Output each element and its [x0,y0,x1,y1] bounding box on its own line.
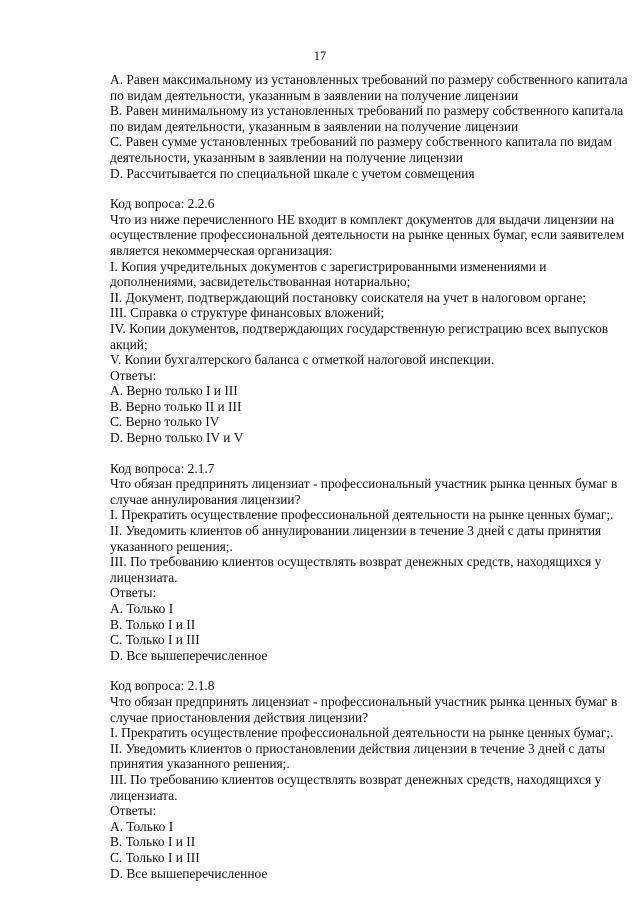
text-line: I. Прекратить осуществление профессиональной деятельности на рынке ценных бумаг;. [110,507,614,523]
text-line: Что обязан предпринять лицензиат - профессиональный участник рынка ценных бумаг в [110,476,618,492]
text-line: A. Только I [110,818,174,834]
text-line: лицензиата. [110,569,178,585]
text-line: Что из ниже перечисленного НЕ входит в комплект документов для выдачи лицензии на [110,211,614,227]
text-line: B. Только I и II [110,616,196,632]
text-line: по видам деятельности, указанным в заявлении на получение лицензии [110,87,519,103]
text-line: Код вопроса: 2.1.8 [110,678,215,694]
text-line: D. Верно только IV и V [110,430,244,446]
text-line: D. Все вышеперечисленное [110,647,268,663]
text-line: по видам деятельности, указанным в заявлении на получение лицензии [110,118,519,134]
text-line: дополнениями, засвидетельствованная нотариально; [110,274,411,290]
text-line: C. Верно только IV [110,414,220,430]
text-line: Что обязан предпринять лицензиат - профессиональный участник рынка ценных бумаг в [110,693,618,709]
text-line: IV. Копии документов, подтверждающих государственную регистрацию всех выпусков [110,320,609,336]
text-line: C. Равен сумме установленных требований по размеру собственного капитала по видам [110,134,612,150]
text-line: III. Справка о структуре финансовых вложений; [110,305,385,321]
text-line: III. По требованию клиентов осуществлять возврат денежных средств, находящихся у [110,771,602,787]
text-line: B. Верно только II и III [110,398,242,414]
text-line: D. Рассчитывается по специальной шкале с учетом совмещения [110,165,475,181]
text-line: Ответы: [110,803,157,819]
text-line: I. Прекратить осуществление профессиональной деятельности на рынке ценных бумаг;. [110,725,614,741]
text-line: Ответы: [110,585,157,601]
text-line: A. Равен максимальному из установленных требований по размеру собственного капитала [110,72,628,87]
answer-options-block [110,72,628,181]
text-line: принятия указанного решения;. [110,756,290,772]
text-line: лицензиата. [110,787,178,803]
text-line: II. Документ, подтверждающий постановку соискателя на учет в налоговом органе; [110,289,587,305]
page-content [110,72,628,881]
text-line: указанного решения;. [110,538,233,554]
text-line: B. Только I и II [110,834,196,850]
text-line: D. Все вышеперечисленное [110,865,268,881]
page-number: 17 [313,49,327,63]
text-line: акций; [110,336,148,352]
text-line: осуществление профессиональной деятельности на рынке ценных бумаг, если заявителем [110,227,625,243]
text-line: C. Только I и III [110,849,200,865]
text-line: V. Копии бухгалтерского баланса с отметкой налоговой инспекции. [110,352,495,368]
text-line: деятельности, указанным в заявлении на получение лицензии [110,149,463,165]
question-block [110,460,618,664]
text-line: III. По требованию клиентов осуществлять возврат денежных средств, находящихся у [110,554,602,570]
text-line: II. Уведомить клиентов о приостановлении действия лицензии в течение 3 дней с даты [110,740,606,756]
text-line: случае аннулирования лицензии? [110,491,301,507]
text-line: C. Только I и III [110,632,200,648]
text-line: I. Копия учредительных документов с зарегистрированными изменениями и [110,258,547,274]
text-line: A. Верно только I и III [110,383,238,399]
text-line: случае приостановления действия лицензии? [110,709,369,725]
question-block [110,678,618,881]
text-line: Код вопроса: 2.1.7 [110,460,215,476]
text-line: является некоммерческая организация: [110,242,333,258]
text-line: A. Только I [110,601,174,616]
text-line: Ответы: [110,367,157,383]
text-line: B. Равен минимальному из установленных требований по размеру собственного капитала [110,103,624,119]
text-line: Код вопроса: 2.2.6 [110,196,215,212]
text-line: II. Уведомить клиентов об аннулировании лицензии в течение 3 дней с даты принятия [110,523,602,539]
question-block [110,196,625,446]
